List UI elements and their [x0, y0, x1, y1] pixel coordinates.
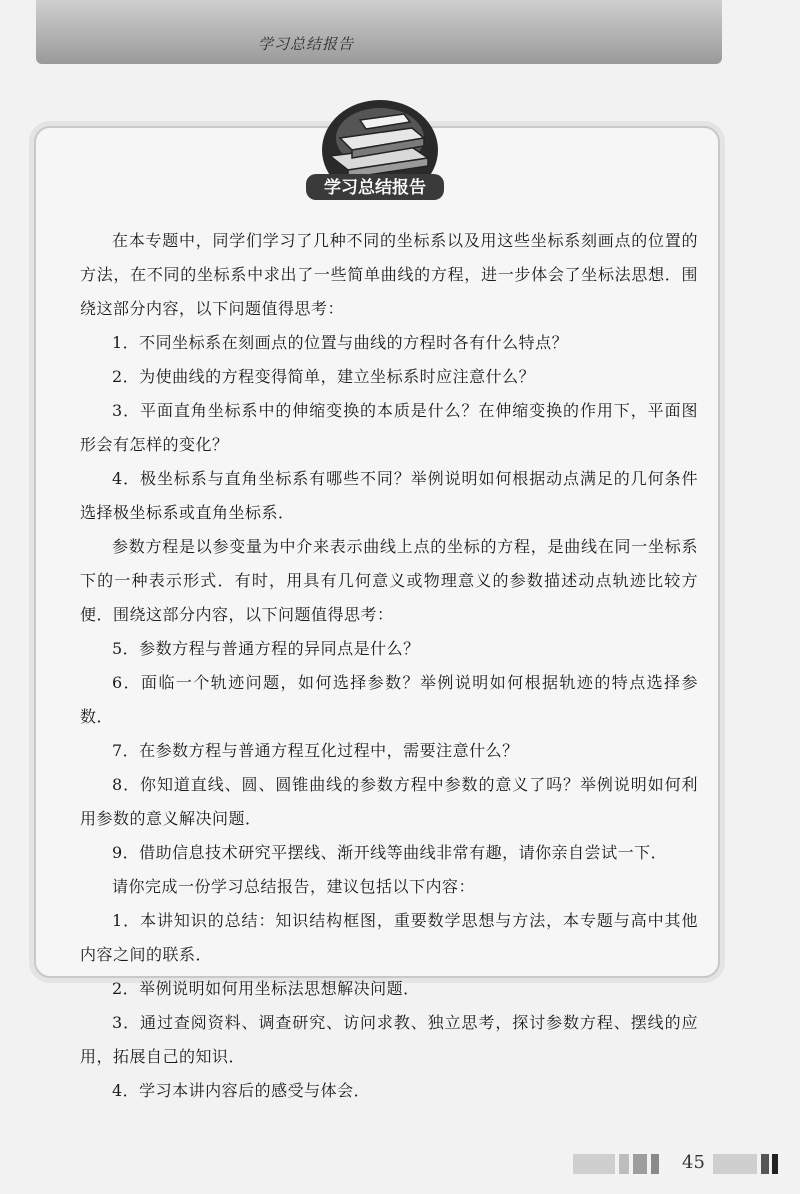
report-content-item: 2．举例说明如何用坐标法思想解决问题． [112, 979, 420, 998]
question-item: 8．你知道直线、圆、圆锥曲线的参数方程中参数的意义了吗？举例说明如何利用参数的意义解决问题． [80, 775, 698, 828]
report-content-item: 3．通过查阅资料、调查研究、访问求教、独立思考，探讨参数方程、摆线的应用，拓展自己的知识． [80, 1013, 698, 1066]
question-item: 9．借助信息技术研究平摆线、渐开线等曲线非常有趣，请你亲自尝试一下． [112, 843, 668, 862]
report-body [80, 224, 698, 1108]
question-item: 3．平面直角坐标系中的伸缩变换的本质是什么？在伸缩变换的作用下，平面图形会有怎样的变化？ [80, 401, 698, 454]
question-item: 6．面临一个轨迹问题，如何选择参数？举例说明如何根据轨迹的特点选择参数． [80, 673, 698, 726]
books-emblem-icon [300, 98, 450, 202]
banner-title: 学习总结报告 [324, 178, 426, 198]
report-instruction: 请你完成一份学习总结报告，建议包括以下内容： [112, 877, 476, 896]
running-header-title: 学习总结报告 [258, 35, 355, 53]
intro-paragraph: 在本专题中，同学们学习了几种不同的坐标系以及用这些坐标系刻画点的位置的方法，在不同的坐标系中求出了一些简单曲线的方程，进一步体会了坐标法思想．围绕这部分内容，以下问题值得思考： [80, 231, 698, 318]
header-band [36, 0, 722, 64]
parametric-intro-paragraph: 参数方程是以参变量为中介来表示曲线上点的坐标的方程，是曲线在同一坐标系下的一种表示形式．有时，用具有几何意义或物理意义的参数描述动点轨迹比较方便．围绕这部分内容，以下问题值得思考： [80, 537, 698, 624]
question-item: 7．在参数方程与普通方程互化过程中，需要注意什么？ [112, 741, 519, 760]
question-item: 4．极坐标系与直角坐标系有哪些不同？举例说明如何根据动点满足的几何条件选择极坐标系或直角坐标系． [80, 469, 698, 522]
report-content-item: 4．学习本讲内容后的感受与体会． [112, 1081, 371, 1100]
page-number: 45 [682, 1152, 705, 1173]
question-item: 1．不同坐标系在刻画点的位置与曲线的方程时各有什么特点？ [112, 333, 569, 352]
footer-decoration [573, 1152, 783, 1176]
question-item: 5．参数方程与普通方程的异同点是什么？ [112, 639, 420, 658]
question-item: 2．为使曲线的方程变得简单，建立坐标系时应注意什么？ [112, 367, 536, 386]
report-content-item: 1．本讲知识的总结：知识结构框图，重要数学思想与方法，本专题与高中其他内容之间的联系． [80, 911, 698, 964]
